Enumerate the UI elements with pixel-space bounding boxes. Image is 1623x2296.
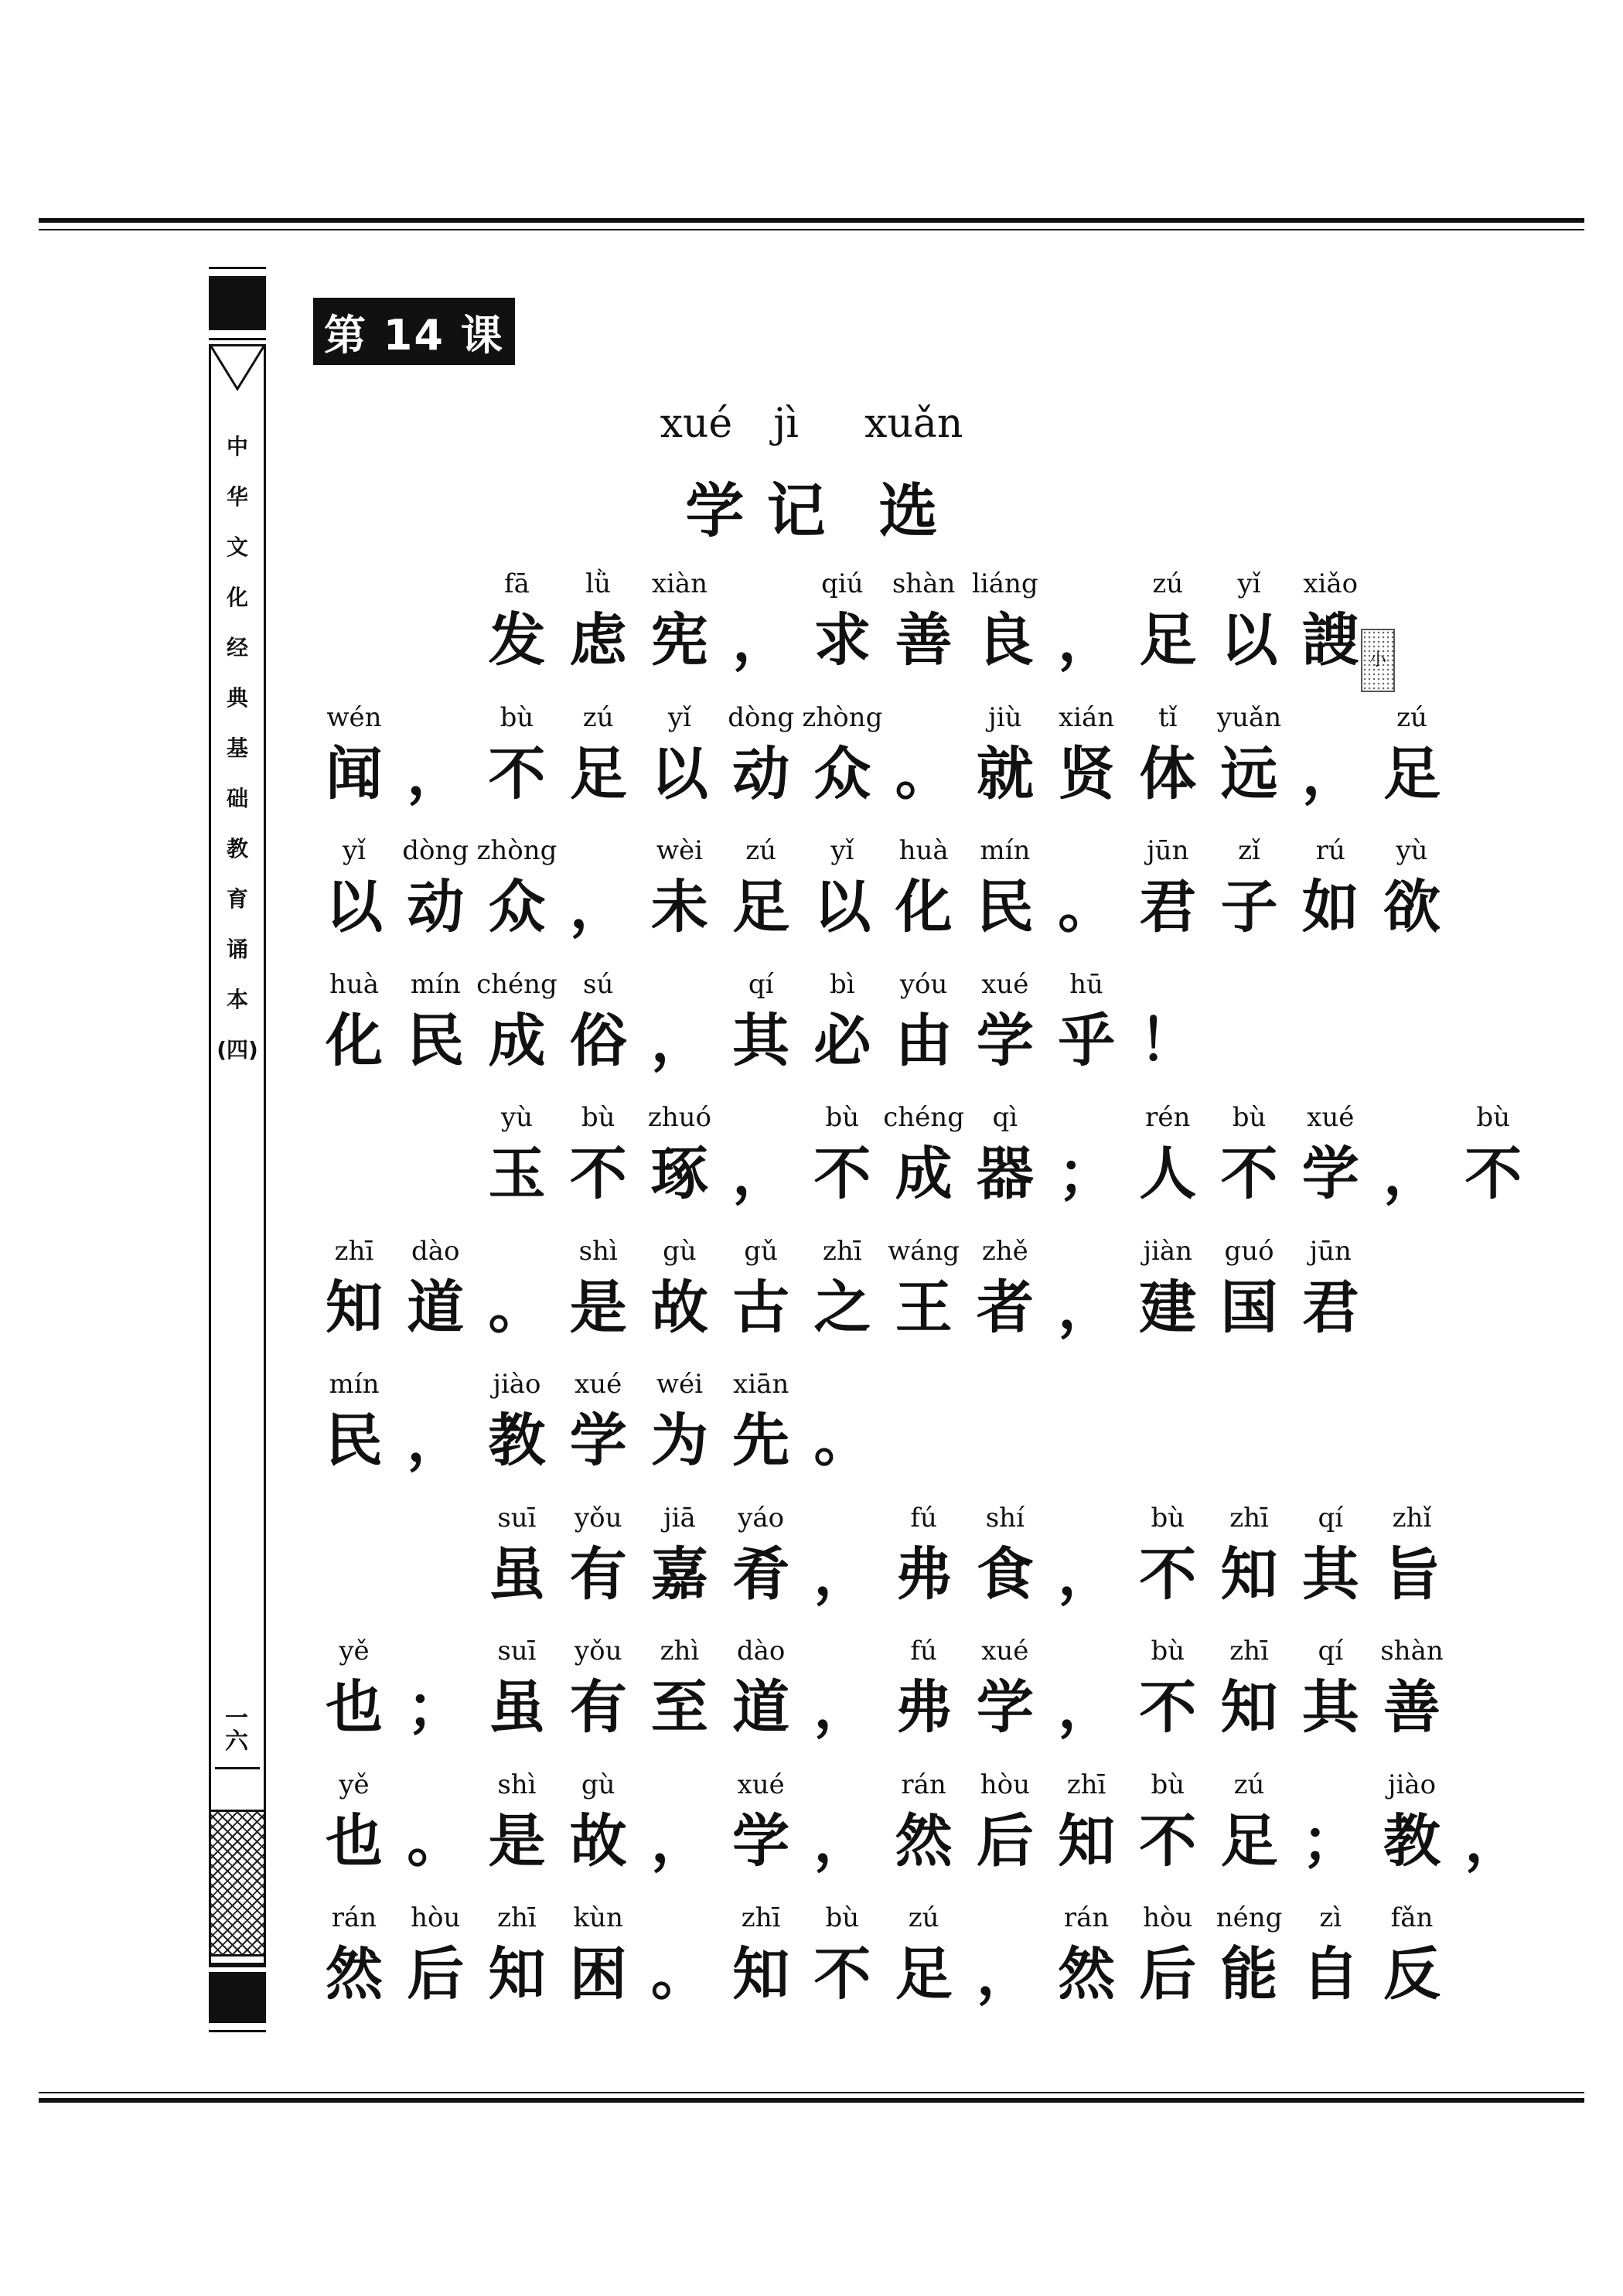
- punctuation: 。: [407, 1807, 465, 1875]
- title-pinyin-syllable: xuǎn: [864, 401, 963, 447]
- hanzi: 成: [895, 1141, 953, 1207]
- hanzi: 足: [895, 1941, 953, 2008]
- hanzi: 以: [326, 874, 383, 940]
- pinyin: zhī: [1066, 1769, 1106, 1800]
- hanzi: 君: [1301, 1274, 1359, 1341]
- pinyin: yǐ: [342, 835, 367, 866]
- pinyin: bù: [1151, 1769, 1185, 1800]
- pinyin: xué: [1307, 1102, 1355, 1133]
- pinyin: zhī: [334, 1235, 374, 1267]
- hanzi: 求: [813, 607, 871, 674]
- spine-top-block: [209, 276, 266, 330]
- pinyin: hòu: [1143, 1902, 1193, 1933]
- title-pinyin-syllable: xué: [660, 401, 733, 447]
- hanzi: 体: [1139, 740, 1197, 807]
- spine-hatch-pattern: [209, 1810, 266, 1957]
- punctuation: ，: [1058, 1674, 1116, 1741]
- punctuation: ，: [650, 1807, 708, 1875]
- hanzi: 其: [1301, 1540, 1359, 1608]
- hanzi: 食: [976, 1540, 1034, 1608]
- hanzi: 俗: [569, 1007, 627, 1074]
- punctuation: ，: [569, 874, 627, 940]
- pinyin: zú: [908, 1902, 939, 1933]
- hanzi: 然: [326, 1941, 383, 2008]
- pinyin: jūn: [1147, 835, 1189, 866]
- hanzi: 良: [976, 607, 1034, 674]
- pinyin: qiú: [821, 568, 864, 599]
- spine-title-char: 育: [226, 886, 248, 912]
- hanzi: 学: [976, 1674, 1034, 1741]
- hanzi: 动: [732, 740, 790, 807]
- hanzi: 其: [1301, 1674, 1359, 1741]
- spine-line: [209, 1965, 266, 1967]
- hanzi: 人: [1139, 1141, 1197, 1207]
- hanzi: 教: [1383, 1807, 1441, 1875]
- hanzi: 也: [326, 1807, 383, 1875]
- punctuation: ，: [1301, 740, 1359, 807]
- punctuation: ，: [1464, 1807, 1522, 1875]
- hanzi: 古: [732, 1274, 790, 1341]
- pinyin: xiàn: [651, 568, 708, 599]
- title-char: 选: [878, 476, 938, 545]
- pinyin: néng: [1216, 1902, 1283, 1933]
- pinyin: tǐ: [1158, 701, 1178, 733]
- pinyin: zhǐ: [1392, 1502, 1432, 1534]
- pinyin: bù: [825, 1102, 860, 1133]
- hanzi: 王: [895, 1274, 953, 1341]
- pinyin: jiù: [988, 701, 1022, 733]
- pinyin: qí: [1318, 1502, 1344, 1534]
- hanzi: 未: [650, 874, 708, 940]
- pinyin: chéng: [883, 1102, 964, 1133]
- pinyin: yuǎn: [1216, 701, 1282, 733]
- pinyin: gù: [581, 1769, 615, 1800]
- hanzi: 就: [976, 740, 1034, 807]
- pinyin: yù: [500, 1102, 533, 1133]
- pinyin: bì: [830, 968, 855, 1000]
- punctuation: ，: [1058, 1540, 1116, 1608]
- pinyin: mín: [980, 835, 1031, 866]
- pinyin: zì: [1319, 1902, 1342, 1933]
- hanzi: 教: [488, 1407, 546, 1474]
- hanzi: 学: [569, 1407, 627, 1474]
- spine-title-char: 础: [226, 786, 248, 811]
- hanzi: 动: [407, 874, 465, 940]
- hanzi: 乎: [1058, 1007, 1116, 1074]
- hanzi: 旨: [1383, 1540, 1441, 1608]
- hanzi: 知: [1220, 1674, 1278, 1741]
- punctuation: ；: [1058, 1141, 1116, 1207]
- pinyin: hū: [1069, 968, 1103, 1000]
- punctuation: ，: [1058, 607, 1116, 674]
- hanzi: 以: [650, 740, 708, 807]
- hanzi: 子: [1220, 874, 1278, 940]
- hanzi: 足: [1220, 1807, 1278, 1875]
- punctuation: 。: [1058, 874, 1116, 940]
- pinyin: hòu: [411, 1902, 461, 1933]
- hanzi: 先: [732, 1407, 790, 1474]
- pinyin: rán: [901, 1769, 946, 1800]
- pinyin: kùn: [573, 1902, 623, 1933]
- pinyin: lǜ: [585, 568, 612, 599]
- hanzi: 后: [1139, 1941, 1197, 2008]
- pinyin: wén: [326, 701, 382, 733]
- hanzi: 不: [813, 1941, 871, 2008]
- pinyin: fú: [910, 1636, 937, 1667]
- pinyin: shì: [497, 1769, 537, 1800]
- pinyin: yě: [339, 1769, 370, 1800]
- top-rule-thin: [39, 229, 1584, 230]
- pinyin: zhī: [741, 1902, 781, 1933]
- hanzi: 不: [569, 1141, 627, 1207]
- hanzi: 不: [1139, 1674, 1197, 1741]
- hanzi: 嘉: [650, 1540, 708, 1608]
- pinyin: xiān: [733, 1369, 789, 1400]
- pinyin: zhì: [660, 1636, 700, 1667]
- pinyin: dòng: [402, 835, 469, 866]
- punctuation: ，: [976, 1941, 1034, 2008]
- pinyin: huà: [329, 968, 380, 1000]
- hanzi: 学: [732, 1807, 790, 1875]
- hanzi: 学: [976, 1007, 1034, 1074]
- title-char: 学: [685, 476, 745, 545]
- pinyin: huà: [898, 835, 949, 866]
- hanzi: 以: [813, 874, 871, 940]
- spine-line: [209, 338, 266, 340]
- hanzi: 弗: [895, 1540, 953, 1608]
- punctuation: ；: [407, 1674, 465, 1741]
- pinyin: suī: [497, 1636, 537, 1667]
- pinyin: bù: [825, 1902, 860, 1933]
- pinyin: liáng: [972, 568, 1038, 599]
- pinyin: rán: [331, 1902, 377, 1933]
- pinyin: bù: [581, 1102, 615, 1133]
- hanzi: 化: [895, 874, 953, 940]
- pinyin: bù: [1232, 1102, 1267, 1133]
- hanzi: 虑: [569, 607, 627, 674]
- lesson-label: 第 14 课: [313, 298, 515, 365]
- pinyin: gǔ: [744, 1235, 778, 1267]
- hanzi: 也: [326, 1674, 383, 1741]
- punctuation: ，: [813, 1540, 871, 1608]
- punctuation: 。: [650, 1941, 708, 2008]
- pinyin: fú: [910, 1502, 937, 1534]
- pinyin: xián: [1058, 701, 1115, 733]
- hanzi: 善: [1383, 1674, 1441, 1741]
- spine-title-char: (四): [217, 1037, 258, 1063]
- hanzi: 者: [976, 1274, 1034, 1341]
- spine-line: [209, 267, 266, 269]
- spine-title-char: 经: [226, 635, 248, 660]
- hanzi: 学: [1301, 1141, 1359, 1207]
- pinyin: yáo: [738, 1502, 785, 1534]
- hanzi: 故: [569, 1807, 627, 1875]
- hanzi: 欲: [1383, 874, 1441, 940]
- spine-line: [209, 2030, 266, 2032]
- title-pinyin: [0, 401, 1623, 447]
- pinyin: shàn: [1380, 1636, 1444, 1667]
- hanzi: 有: [569, 1540, 627, 1608]
- hanzi: 远: [1220, 740, 1278, 807]
- punctuation: ，: [813, 1807, 871, 1875]
- pinyin: shì: [578, 1235, 618, 1267]
- hanzi: 其: [732, 1007, 790, 1074]
- hanzi: 足: [1139, 607, 1197, 674]
- pinyin: yǒu: [574, 1502, 622, 1534]
- pinyin: zhě: [981, 1235, 1028, 1267]
- hanzi: 是: [569, 1274, 627, 1341]
- hanzi: 必: [813, 1007, 871, 1074]
- hanzi: 困: [569, 1941, 627, 2008]
- hanzi: 宪: [650, 607, 708, 674]
- punctuation: ，: [813, 1674, 871, 1741]
- pinyin: dòng: [728, 701, 795, 733]
- bottom-rule-thick: [39, 2098, 1584, 2103]
- pinyin: gù: [663, 1235, 697, 1267]
- pinyin: zhī: [497, 1902, 537, 1933]
- pinyin: fā: [504, 568, 530, 599]
- pinyin: jiào: [493, 1369, 541, 1400]
- punctuation: ，: [650, 1007, 708, 1074]
- hanzi: 不: [813, 1141, 871, 1207]
- hanzi: 贤: [1058, 740, 1116, 807]
- spine-title-char: 典: [226, 685, 248, 711]
- pinyin: wèi: [656, 835, 703, 866]
- hanzi: 道: [407, 1274, 465, 1341]
- spine-line: [215, 1767, 260, 1769]
- hanzi: 国: [1220, 1274, 1278, 1341]
- punctuation: ，: [407, 1407, 465, 1474]
- pinyin: zú: [1233, 1769, 1265, 1800]
- pinyin: yǐ: [1237, 568, 1261, 599]
- spine-title-char: 诵: [226, 936, 248, 962]
- punctuation: ；: [1301, 1807, 1359, 1875]
- hanzi: 知: [732, 1941, 790, 2008]
- hanzi: 器: [976, 1141, 1034, 1207]
- top-rule-thick: [39, 218, 1584, 223]
- pinyin: shàn: [892, 568, 956, 599]
- hanzi: 不: [488, 740, 546, 807]
- pinyin: yě: [339, 1636, 370, 1667]
- hanzi: 弗: [895, 1674, 953, 1741]
- pinyin: zú: [582, 701, 614, 733]
- hanzi: 众: [488, 874, 546, 940]
- spine-title-char: 文: [226, 534, 248, 560]
- pinyin: bù: [1476, 1102, 1511, 1133]
- hanzi: 有: [569, 1674, 627, 1741]
- hanzi: 琢: [650, 1141, 708, 1207]
- hanzi: 善: [895, 607, 953, 674]
- hanzi: 君: [1139, 874, 1197, 940]
- hanzi: 故: [650, 1274, 708, 1341]
- pinyin: zú: [745, 835, 777, 866]
- spine-title-char: 基: [226, 735, 248, 761]
- pinyin: chéng: [476, 968, 557, 1000]
- page-number: 一六: [220, 1705, 247, 1752]
- punctuation: ，: [407, 740, 465, 807]
- hanzi: 建: [1139, 1274, 1197, 1341]
- spine-title-char: 中: [226, 434, 248, 459]
- hanzi: 不: [1139, 1807, 1197, 1875]
- pinyin: zhòng: [802, 701, 883, 733]
- pinyin: yǐ: [667, 701, 691, 733]
- pinyin: jūn: [1309, 1235, 1352, 1267]
- pinyin: xiǎo: [1303, 568, 1359, 599]
- hanzi: 知: [1058, 1807, 1116, 1875]
- pinyin: xué: [575, 1369, 622, 1400]
- pinyin: zhī: [1229, 1502, 1269, 1534]
- hanzi: 如: [1301, 874, 1359, 940]
- hanzi: 不: [1139, 1540, 1197, 1608]
- hanzi: 虽: [488, 1540, 546, 1608]
- pinyin: yóu: [899, 968, 948, 1000]
- hanzi: 民: [407, 1007, 465, 1074]
- punctuation: ，: [1383, 1141, 1441, 1207]
- pinyin: bù: [1151, 1502, 1185, 1534]
- spine-title-char: 化: [226, 585, 248, 610]
- hanzi: 足: [569, 740, 627, 807]
- hanzi: 自: [1301, 1941, 1359, 2008]
- hanzi: 知: [326, 1274, 383, 1341]
- title-pinyin-syllable: jì: [773, 401, 800, 447]
- pinyin: wéi: [656, 1369, 703, 1400]
- page-title: [0, 464, 1623, 548]
- pinyin: xué: [981, 968, 1029, 1000]
- punctuation: ，: [732, 607, 790, 674]
- bottom-rule-thin: [39, 2092, 1584, 2093]
- annotation-box: 小: [1361, 629, 1395, 692]
- pinyin: yǐ: [830, 835, 854, 866]
- pinyin: shí: [985, 1502, 1025, 1534]
- hanzi: 知: [488, 1941, 546, 2008]
- spine-title-char: 本: [226, 987, 248, 1012]
- hanzi: 以: [1220, 607, 1278, 674]
- hanzi: 众: [813, 740, 871, 807]
- pinyin: guó: [1224, 1235, 1274, 1267]
- pinyin: rán: [1063, 1902, 1110, 1933]
- hanzi: 虽: [488, 1674, 546, 1741]
- pinyin: wáng: [888, 1235, 960, 1267]
- punctuation: ，: [1058, 1274, 1116, 1341]
- pinyin: rén: [1145, 1102, 1191, 1133]
- hanzi: 为: [650, 1407, 708, 1474]
- hanzi: 玉: [488, 1141, 546, 1207]
- pinyin: xué: [737, 1769, 785, 1800]
- spine-chevron-top-icon: [211, 346, 264, 393]
- hanzi: 后: [976, 1807, 1034, 1875]
- hanzi: 由: [895, 1007, 953, 1074]
- punctuation: ！: [1139, 1007, 1197, 1074]
- punctuation: 。: [488, 1274, 546, 1341]
- pinyin: dào: [411, 1235, 460, 1267]
- hanzi: 闻: [326, 740, 383, 807]
- spine-bottom-block: [209, 1972, 266, 2023]
- pinyin: qí: [748, 968, 774, 1000]
- hanzi: 民: [326, 1407, 383, 1474]
- pinyin: zhī: [823, 1235, 862, 1267]
- pinyin: rú: [1315, 835, 1345, 866]
- pinyin: dào: [736, 1636, 786, 1667]
- hanzi: 不: [1220, 1141, 1278, 1207]
- hanzi: 后: [407, 1941, 465, 2008]
- hanzi: 之: [813, 1274, 871, 1341]
- hanzi: 发: [488, 607, 546, 674]
- pinyin: mín: [329, 1369, 380, 1400]
- pinyin: suī: [497, 1502, 537, 1534]
- hanzi: 民: [976, 874, 1034, 940]
- pinyin: zú: [1396, 701, 1427, 733]
- hanzi: 然: [895, 1807, 953, 1875]
- hanzi: 謏: [1301, 607, 1359, 674]
- hanzi: 能: [1220, 1941, 1278, 2008]
- pinyin: zǐ: [1238, 835, 1260, 866]
- title-char: 记: [766, 476, 826, 545]
- punctuation: 。: [813, 1407, 871, 1474]
- hanzi: 道: [732, 1674, 790, 1741]
- hanzi: 足: [732, 874, 790, 940]
- punctuation: 。: [895, 740, 953, 807]
- hanzi: 肴: [732, 1540, 790, 1608]
- pinyin: zhòng: [476, 835, 557, 866]
- hanzi: 反: [1383, 1941, 1441, 2008]
- hanzi: 至: [650, 1674, 708, 1741]
- hanzi: 知: [1220, 1540, 1278, 1608]
- punctuation: ，: [732, 1141, 790, 1207]
- spine-title-char: 教: [226, 836, 248, 861]
- pinyin: xué: [981, 1636, 1029, 1667]
- hanzi: 成: [488, 1007, 546, 1074]
- pinyin: qì: [992, 1102, 1018, 1133]
- pinyin: qí: [1318, 1636, 1344, 1667]
- spine-title-char: 华: [226, 484, 248, 510]
- hanzi: 是: [488, 1807, 546, 1875]
- pinyin: sú: [583, 968, 614, 1000]
- hanzi: 足: [1383, 740, 1441, 807]
- pinyin: jiàn: [1143, 1235, 1193, 1267]
- pinyin: fǎn: [1390, 1902, 1434, 1933]
- hanzi: 不: [1464, 1141, 1522, 1207]
- pinyin: jiā: [663, 1502, 696, 1534]
- pinyin: bù: [1151, 1636, 1185, 1667]
- pinyin: bù: [500, 701, 534, 733]
- pinyin: zú: [1152, 568, 1184, 599]
- pinyin: mín: [410, 968, 461, 1000]
- pinyin: yù: [1396, 835, 1428, 866]
- pinyin: hòu: [980, 1769, 1030, 1800]
- pinyin: zhuó: [647, 1102, 712, 1133]
- hanzi: 化: [326, 1007, 383, 1074]
- pinyin: yǒu: [574, 1636, 622, 1667]
- pinyin: jiào: [1387, 1769, 1437, 1800]
- hanzi: 然: [1058, 1941, 1116, 2008]
- pinyin: zhī: [1229, 1636, 1269, 1667]
